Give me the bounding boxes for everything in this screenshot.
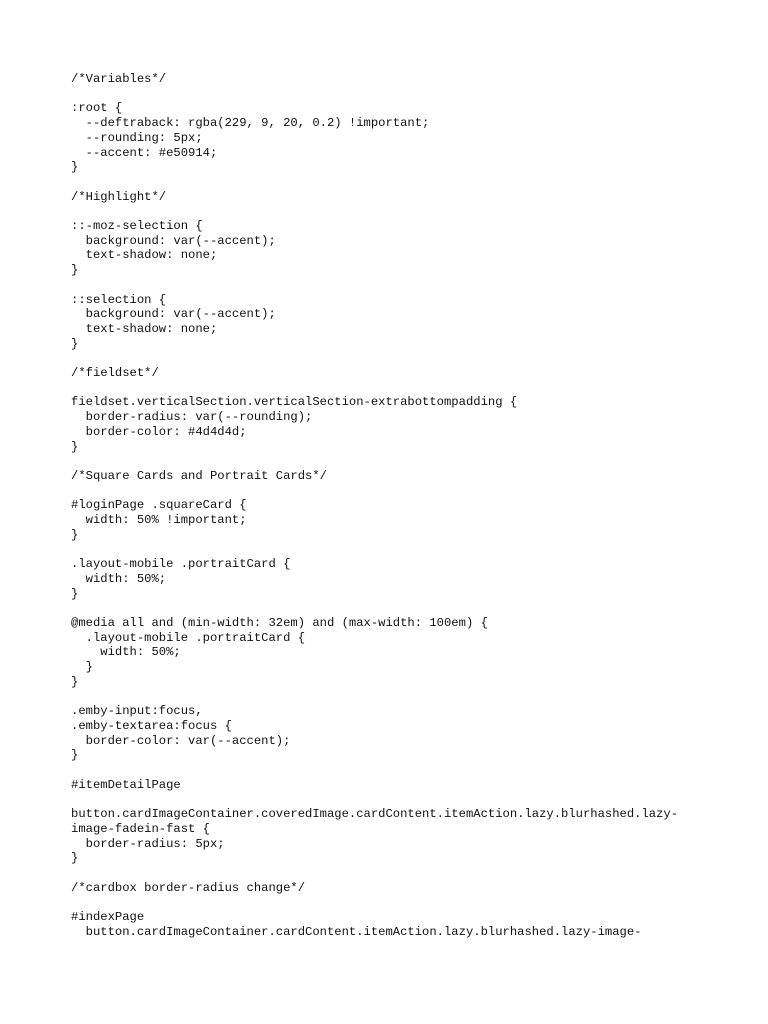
- code-line: :root {: [71, 101, 123, 116]
- code-line: /*fieldset*/: [71, 366, 159, 381]
- code-line: }: [71, 674, 79, 689]
- code-line: @media all and (min-width: 32em) and (max-width: 100em) {: [71, 616, 488, 631]
- code-line: }: [71, 586, 79, 601]
- code-line: background: var(--accent);: [71, 233, 276, 248]
- code-line: }: [71, 439, 79, 454]
- code-line: --deftraback: rgba(229, 9, 20, 0.2) !important;: [71, 116, 430, 131]
- code-line: width: 50%;: [71, 571, 167, 586]
- code-line: width: 50%;: [71, 645, 181, 660]
- code-line: }: [71, 527, 79, 542]
- code-line: .emby-input:focus,: [71, 704, 203, 719]
- code-line: }: [71, 748, 79, 763]
- code-line: image-fadein-fast {: [71, 821, 210, 836]
- code-line: background: var(--accent);: [71, 307, 276, 322]
- code-line: #loginPage .squareCard {: [71, 498, 247, 513]
- code-line: fieldset.verticalSection.verticalSection-extrabottompadding {: [71, 395, 518, 410]
- code-line: border-radius: var(--rounding);: [71, 410, 313, 425]
- code-line: .layout-mobile .portraitCard {: [71, 557, 291, 572]
- code-line: text-shadow: none;: [71, 248, 218, 263]
- code-line: --accent: #e50914;: [71, 145, 218, 160]
- code-line: }: [71, 660, 93, 675]
- code-line: }: [71, 160, 79, 175]
- code-line: button.cardImageContainer.coveredImage.cardContent.itemAction.lazy.blurhashed.lazy-: [71, 807, 679, 822]
- code-line: width: 50% !important;: [71, 513, 247, 528]
- code-line: }: [71, 851, 79, 866]
- code-line: }: [71, 336, 79, 351]
- document-page: [71, 72, 731, 939]
- code-line: #indexPage: [71, 910, 145, 925]
- css-code-block: [71, 72, 731, 939]
- code-line: --rounding: 5px;: [71, 130, 203, 145]
- code-line: /*Square Cards and Portrait Cards*/: [71, 468, 327, 483]
- code-line: button.cardImageContainer.cardContent.itemAction.lazy.blurhashed.lazy-image-: [71, 924, 642, 939]
- code-line: .emby-textarea:focus {: [71, 718, 232, 733]
- code-line: border-color: #4d4d4d;: [71, 424, 247, 439]
- code-line: ::selection {: [71, 292, 167, 307]
- code-line: /*Variables*/: [71, 72, 167, 86]
- code-line: #itemDetailPage: [71, 777, 181, 792]
- code-line: border-radius: 5px;: [71, 836, 225, 851]
- code-line: border-color: var(--accent);: [71, 733, 291, 748]
- code-line: /*cardbox border-radius change*/: [71, 880, 306, 895]
- code-line: ::-moz-selection {: [71, 219, 203, 234]
- code-line: }: [71, 263, 79, 278]
- code-line: .layout-mobile .portraitCard {: [71, 630, 306, 645]
- code-line: text-shadow: none;: [71, 321, 218, 336]
- code-line: /*Highlight*/: [71, 189, 167, 204]
